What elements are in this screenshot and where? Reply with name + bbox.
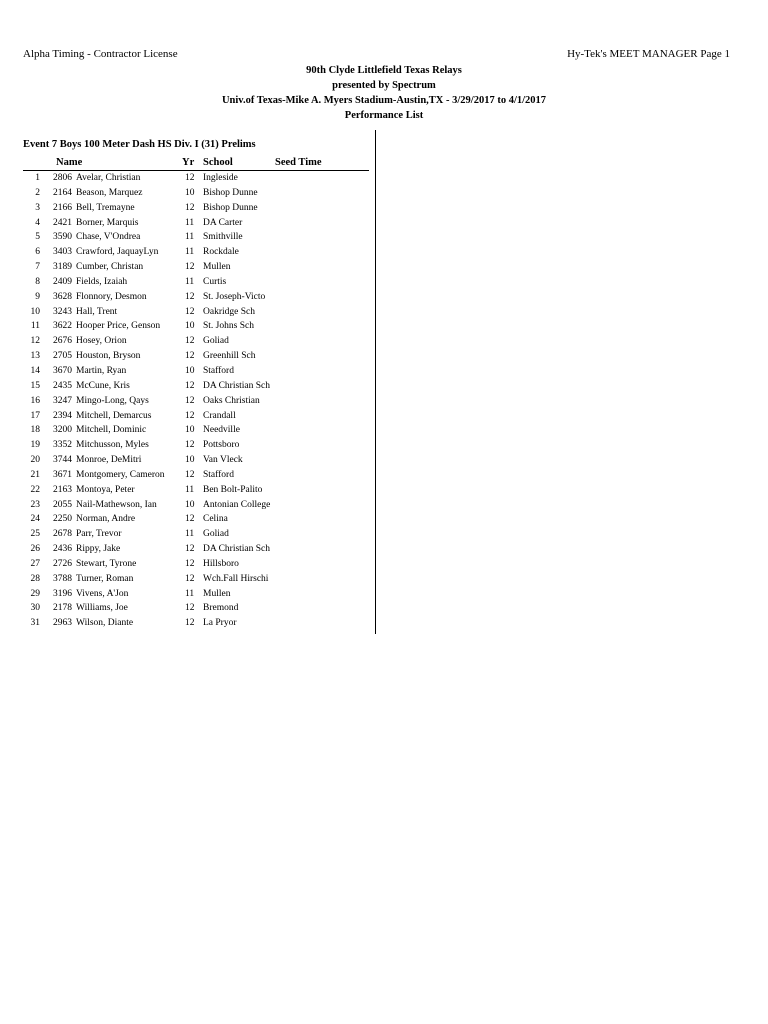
entry-competitor-number: 2678 [53, 529, 72, 540]
entry-competitor-number: 2250 [53, 514, 72, 525]
list-item [0, 245, 375, 260]
entry-name: Turner, Roman [76, 573, 134, 584]
entry-name: Houston, Bryson [76, 351, 141, 362]
entry-name: Avelar, Christian [76, 173, 141, 183]
entry-place: 21 [30, 469, 40, 480]
meet-title: 90th Clyde Littlefield Texas Relays [306, 65, 462, 76]
entry-name: Parr, Trevor [76, 529, 122, 540]
entry-year: 12 [185, 514, 195, 525]
list-item [0, 394, 375, 409]
entry-competitor-number: 3243 [53, 306, 72, 317]
entry-name: Montoya, Peter [76, 484, 135, 495]
entry-competitor-number: 3247 [53, 395, 72, 406]
list-item [0, 557, 375, 572]
entry-competitor-number: 2409 [53, 276, 72, 287]
list-item [0, 409, 375, 424]
meet-sponsor: presented by Spectrum [332, 80, 436, 91]
list-item [0, 572, 375, 587]
entry-competitor-number: 2806 [53, 173, 72, 183]
entry-competitor-number: 3590 [53, 232, 72, 243]
entry-competitor-number: 2435 [53, 380, 72, 391]
header-right-text: Hy-Tek's MEET MANAGER Page 1 [567, 48, 730, 60]
entry-competitor-number: 2705 [53, 351, 72, 362]
entry-school: Needville [203, 425, 240, 436]
entry-name: Williams, Joe [76, 603, 128, 614]
entry-year: 12 [185, 262, 195, 273]
entry-competitor-number: 3196 [53, 588, 72, 599]
entry-name: Cumber, Christan [76, 262, 144, 273]
entry-competitor-number: 2178 [53, 603, 72, 614]
entry-competitor-number: 3189 [53, 262, 72, 273]
entry-year: 12 [185, 410, 195, 421]
entry-school: Wch.Fall Hirschi [203, 573, 269, 584]
entry-year: 12 [185, 380, 195, 391]
entry-name: Borner, Marquis [76, 217, 139, 228]
list-type: Performance List [344, 110, 424, 121]
entry-school: Crandall [203, 410, 236, 421]
entry-school: Oakridge Sch [203, 306, 255, 317]
entry-name: Crawford, JaquayLyn [76, 247, 159, 258]
list-item [0, 216, 375, 231]
entry-place: 12 [30, 336, 40, 347]
col-head-name: Name [56, 157, 83, 168]
entry-year: 12 [185, 173, 195, 183]
list-item [0, 171, 375, 186]
entry-place: 15 [30, 380, 40, 391]
entry-name: Hosey, Orion [76, 336, 127, 347]
list-item [0, 290, 375, 305]
entry-place: 11 [30, 321, 40, 332]
list-item [0, 542, 375, 557]
list-item [0, 334, 375, 349]
entry-school: Greenhill Sch [203, 351, 256, 362]
entry-name: Monroe, DeMitri [76, 455, 142, 466]
entry-place: 3 [35, 202, 40, 213]
entry-school: Celina [203, 514, 228, 525]
col-head-seed-time: Seed Time [275, 157, 322, 168]
entry-place: 27 [30, 558, 40, 569]
entry-school: Oaks Christian [203, 395, 260, 406]
entry-place: 8 [35, 276, 40, 287]
entry-year: 10 [185, 321, 195, 332]
entry-place: 9 [35, 291, 40, 302]
entry-competitor-number: 2394 [53, 410, 72, 421]
entry-school: Ben Bolt-Palito [203, 484, 263, 495]
entry-year: 12 [185, 336, 195, 347]
entry-place: 16 [30, 395, 40, 406]
entry-year: 11 [185, 232, 195, 243]
entry-place: 28 [30, 573, 40, 584]
entry-name: Norman, Andre [76, 514, 136, 525]
entry-name: Mitchusson, Myles [76, 440, 149, 451]
entry-competitor-number: 3788 [53, 573, 72, 584]
entry-name: Nail-Mathewson, Ian [76, 499, 157, 510]
entry-place: 29 [30, 588, 40, 599]
entry-place: 2 [35, 187, 40, 198]
entry-competitor-number: 3403 [53, 247, 72, 258]
list-item [0, 483, 375, 498]
list-item [0, 305, 375, 320]
col-head-school: School [203, 157, 233, 168]
entry-name: Rippy, Jake [76, 544, 121, 555]
entry-year: 12 [185, 558, 195, 569]
column-divider [375, 130, 376, 634]
entry-competitor-number: 2163 [53, 484, 72, 495]
entry-year: 11 [185, 247, 195, 258]
entry-name: Bell, Tremayne [76, 202, 135, 213]
entry-year: 12 [185, 351, 195, 362]
list-item [0, 468, 375, 483]
entry-name: Fields, Izaiah [76, 276, 128, 287]
entry-competitor-number: 2963 [53, 618, 72, 629]
list-item [0, 260, 375, 275]
list-item [0, 453, 375, 468]
entry-competitor-number: 2166 [53, 202, 72, 213]
entry-year: 12 [185, 603, 195, 614]
entry-place: 6 [35, 247, 40, 258]
entry-name: McCune, Kris [76, 380, 130, 391]
entry-school: Stafford [203, 469, 234, 480]
entry-name: Beason, Marquez [76, 187, 143, 198]
entry-year: 10 [185, 365, 195, 376]
col-head-yr: Yr [182, 157, 195, 168]
entry-competitor-number: 3670 [53, 365, 72, 376]
entry-year: 12 [185, 306, 195, 317]
entry-year: 12 [185, 440, 195, 451]
entry-place: 31 [30, 618, 40, 629]
list-item [0, 275, 375, 290]
entry-competitor-number: 3628 [53, 291, 72, 302]
entry-school: DA Christian Sch [203, 544, 271, 555]
entry-school: Bishop Dunne [203, 202, 258, 213]
entry-competitor-number: 3744 [53, 455, 72, 466]
entry-competitor-number: 2726 [53, 558, 72, 569]
entry-year: 12 [185, 544, 195, 555]
entry-name: Flonnory, Desmon [76, 291, 147, 302]
entry-year: 10 [185, 187, 195, 198]
entry-school: Smithville [203, 232, 243, 243]
entry-place: 14 [30, 365, 40, 376]
entry-name: Martin, Ryan [76, 365, 127, 376]
entry-school: Pottsboro [203, 440, 240, 451]
entry-name: Mitchell, Dominic [76, 425, 147, 436]
entry-place: 4 [35, 217, 40, 228]
list-item [0, 423, 375, 438]
entry-place: 26 [30, 544, 40, 555]
entry-year: 12 [185, 469, 195, 480]
list-item [0, 364, 375, 379]
entry-school: DA Carter [203, 217, 243, 228]
entry-year: 12 [185, 291, 195, 302]
list-item [0, 186, 375, 201]
entry-competitor-number: 2421 [53, 217, 72, 228]
entry-year: 11 [185, 276, 195, 287]
list-item [0, 587, 375, 602]
entry-school: St. Johns Sch [203, 321, 254, 332]
entry-name: Vivens, A'Jon [76, 588, 129, 599]
entry-year: 12 [185, 395, 195, 406]
list-item [0, 498, 375, 513]
entry-school: Curtis [203, 276, 227, 287]
entries-list [0, 171, 375, 631]
entry-school: Stafford [203, 365, 234, 376]
entry-competitor-number: 2164 [53, 187, 72, 198]
entry-place: 25 [30, 529, 40, 540]
entry-place: 20 [30, 455, 40, 466]
entry-name: Hooper Price, Genson [76, 321, 161, 332]
entry-year: 11 [185, 484, 195, 495]
entry-place: 30 [30, 603, 40, 614]
entry-school: DA Christian Sch [203, 380, 271, 391]
entry-name: Stewart, Tyrone [76, 558, 137, 569]
entry-place: 24 [30, 514, 40, 525]
entry-school: St. Joseph-Victo [203, 291, 266, 302]
entry-school: Rockdale [203, 247, 239, 258]
entry-name: Wilson, Diante [76, 618, 134, 629]
entry-school: Bremond [203, 603, 239, 614]
entry-competitor-number: 3671 [53, 469, 72, 480]
entry-place: 19 [30, 440, 40, 451]
meet-venue-dates: Univ.of Texas-Mike A. Myers Stadium-Austin,TX - 3/29/2017 to 4/1/2017 [221, 95, 547, 106]
entry-year: 12 [185, 618, 195, 629]
list-item [0, 512, 375, 527]
entry-year: 11 [185, 217, 195, 228]
list-item [0, 201, 375, 216]
list-item [0, 601, 375, 616]
entry-place: 7 [35, 262, 40, 273]
meet-titles [0, 63, 768, 123]
entry-school: Antonian College [203, 499, 271, 510]
entry-school: Van Vleck [203, 455, 243, 466]
entry-school: Ingleside [203, 173, 238, 183]
entry-place: 17 [30, 410, 40, 421]
entry-place: 1 [35, 173, 40, 183]
header-left-text: Alpha Timing - Contractor License [23, 48, 178, 60]
entry-name: Montgomery, Cameron [76, 469, 165, 480]
entry-place: 23 [30, 499, 40, 510]
entry-year: 11 [185, 529, 195, 540]
entry-school: Mullen [203, 262, 231, 273]
entry-name: Hall, Trent [76, 306, 118, 317]
entry-year: 10 [185, 425, 195, 436]
list-item [0, 438, 375, 453]
entry-school: Mullen [203, 588, 231, 599]
entry-name: Mingo-Long, Qays [76, 395, 149, 406]
entry-year: 10 [185, 499, 195, 510]
list-item [0, 379, 375, 394]
entry-name: Mitchell, Demarcus [76, 410, 152, 421]
entry-place: 18 [30, 425, 40, 436]
entry-year: 12 [185, 202, 195, 213]
entry-school: Hillsboro [203, 558, 239, 569]
entry-competitor-number: 2676 [53, 336, 72, 347]
entry-school: Bishop Dunne [203, 187, 258, 198]
entry-place: 13 [30, 351, 40, 362]
entry-competitor-number: 3622 [53, 321, 72, 332]
entry-competitor-number: 2436 [53, 544, 72, 555]
entry-place: 5 [35, 232, 40, 243]
entry-school: Goliad [203, 529, 229, 540]
entry-competitor-number: 2055 [53, 499, 72, 510]
list-item [0, 616, 375, 631]
entry-school: La Pryor [203, 618, 237, 629]
entry-year: 11 [185, 588, 195, 599]
list-item [0, 349, 375, 364]
entry-competitor-number: 3200 [53, 425, 72, 436]
entry-year: 12 [185, 573, 195, 584]
list-item [0, 230, 375, 245]
entry-school: Goliad [203, 336, 229, 347]
entry-place: 22 [30, 484, 40, 495]
entry-place: 10 [30, 306, 40, 317]
event-title: Event 7 Boys 100 Meter Dash HS Div. I (31) Prelims [23, 139, 256, 150]
list-item [0, 527, 375, 542]
entry-competitor-number: 3352 [53, 440, 72, 451]
entry-name: Chase, V'Ondrea [76, 232, 141, 243]
entry-year: 10 [185, 455, 195, 466]
list-item [0, 319, 375, 334]
